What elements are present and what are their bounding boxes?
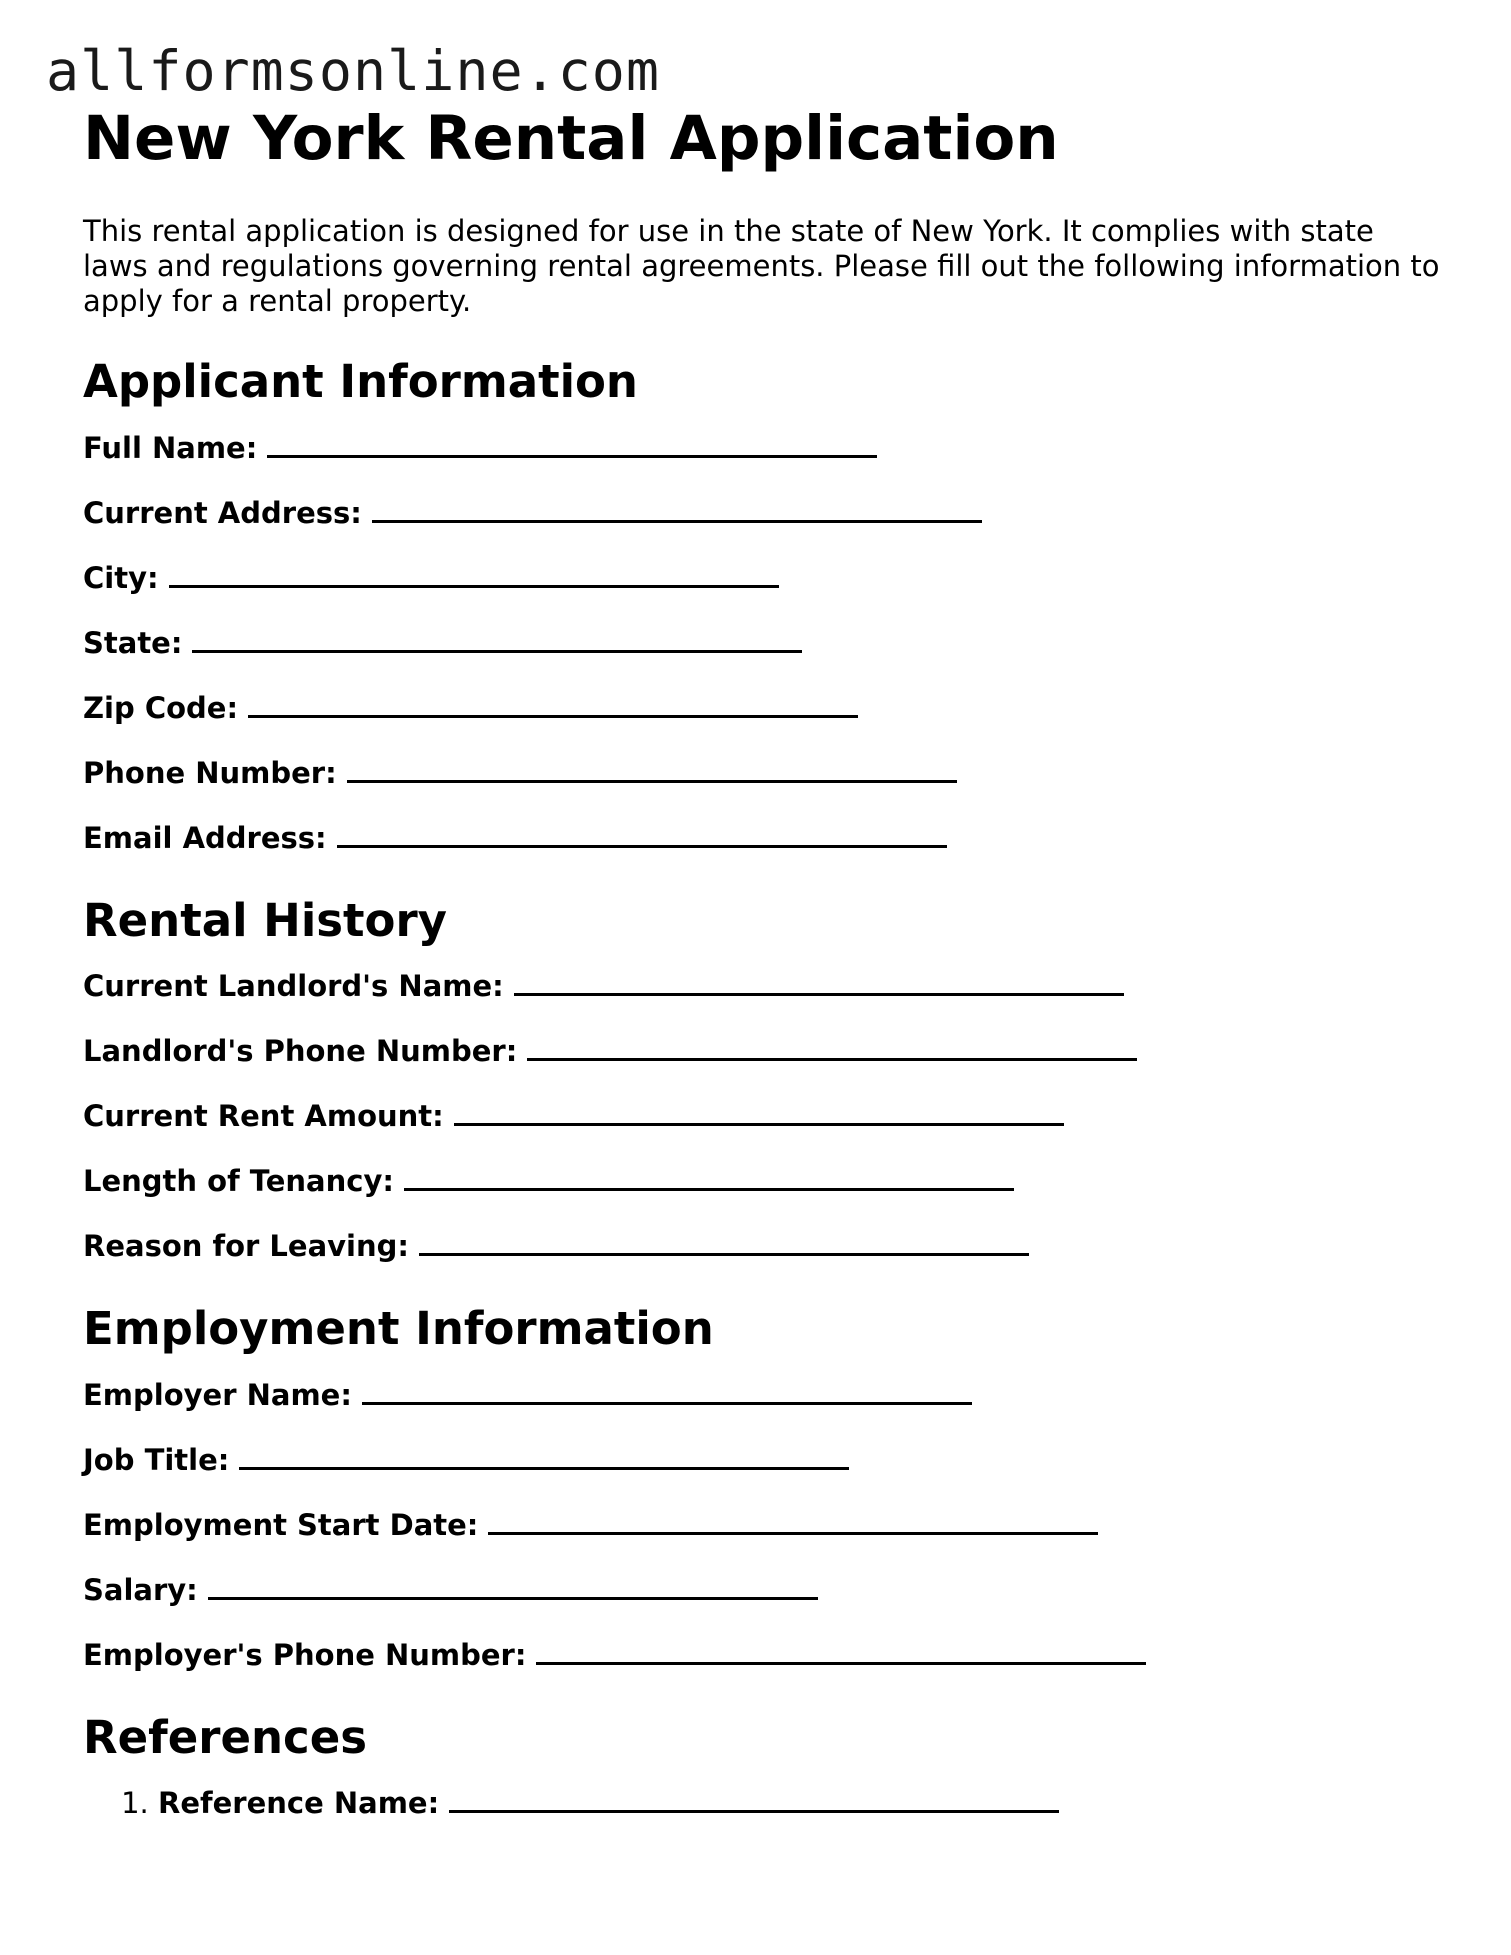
field-label: Length of Tenancy: bbox=[83, 1164, 394, 1199]
field-label: Job Title: bbox=[83, 1442, 230, 1477]
email-address-blank[interactable] bbox=[337, 821, 947, 848]
field-label: Landlord's Phone Number: bbox=[83, 1034, 518, 1069]
employment-start-blank[interactable] bbox=[488, 1508, 1098, 1535]
reference-name-blank[interactable] bbox=[449, 1786, 1059, 1813]
salary-blank[interactable] bbox=[208, 1573, 818, 1600]
section-heading-applicant: Applicant Information bbox=[83, 355, 638, 409]
current-rent-blank[interactable] bbox=[454, 1099, 1064, 1126]
field-landlord-phone bbox=[83, 1034, 1443, 1069]
current-address-blank[interactable] bbox=[372, 496, 982, 523]
section-heading-references: References bbox=[83, 1710, 367, 1764]
field-label: Email Address: bbox=[83, 820, 327, 855]
field-label: Current Rent Amount: bbox=[83, 1099, 444, 1134]
reason-leaving-blank[interactable] bbox=[419, 1229, 1029, 1256]
field-full-name bbox=[83, 431, 1443, 466]
field-current-rent bbox=[83, 1099, 1443, 1134]
applicant-section bbox=[83, 357, 1443, 856]
field-state bbox=[83, 626, 1443, 661]
field-label: Current Address: bbox=[83, 495, 362, 530]
references-section bbox=[83, 1710, 1443, 1822]
full-name-blank[interactable] bbox=[267, 431, 877, 458]
page-title: New York Rental Application bbox=[83, 103, 1059, 174]
field-label: Reference Name: bbox=[158, 1786, 440, 1821]
intro-paragraph: This rental application is designed for use in the state of New York. It complies with state laws and regulations governing rental agreements. Please fill out the following information to apply for a rental property. bbox=[83, 214, 1440, 319]
field-reason-leaving bbox=[83, 1229, 1443, 1264]
tenancy-length-blank[interactable] bbox=[404, 1164, 1014, 1191]
city-blank[interactable] bbox=[169, 561, 779, 588]
field-current-address bbox=[83, 496, 1443, 531]
section-heading-employment: Employment Information bbox=[83, 1302, 714, 1356]
field-label: Full Name: bbox=[83, 430, 258, 465]
field-label: Zip Code: bbox=[83, 690, 239, 725]
field-label: Phone Number: bbox=[83, 755, 337, 790]
rental-history-section bbox=[83, 893, 1443, 1265]
landlord-name-blank[interactable] bbox=[514, 969, 1124, 996]
phone-number-blank[interactable] bbox=[347, 756, 957, 783]
employer-phone-blank[interactable] bbox=[536, 1638, 1146, 1665]
section-heading-rental-history: Rental History bbox=[83, 893, 447, 947]
field-label: City: bbox=[83, 560, 159, 595]
employment-section bbox=[83, 1304, 1443, 1673]
job-title-blank[interactable] bbox=[239, 1443, 849, 1470]
landlord-phone-blank[interactable] bbox=[527, 1034, 1137, 1061]
field-employer-phone bbox=[83, 1638, 1443, 1673]
form-page bbox=[83, 105, 1443, 1851]
field-employer-name bbox=[83, 1378, 1443, 1413]
references-list bbox=[83, 1786, 1443, 1821]
state-blank[interactable] bbox=[192, 626, 802, 653]
field-employment-start bbox=[83, 1508, 1443, 1543]
watermark: allformsonline.com bbox=[46, 39, 661, 103]
field-reference-name bbox=[158, 1786, 1443, 1821]
field-label: Employment Start Date: bbox=[83, 1507, 479, 1542]
field-label: Salary: bbox=[83, 1572, 198, 1607]
field-label: State: bbox=[83, 625, 183, 660]
field-zip-code bbox=[83, 691, 1443, 726]
field-label: Employer's Phone Number: bbox=[83, 1637, 527, 1672]
field-job-title bbox=[83, 1443, 1443, 1478]
field-label: Current Landlord's Name: bbox=[83, 969, 504, 1004]
field-tenancy-length bbox=[83, 1164, 1443, 1199]
field-email-address bbox=[83, 821, 1443, 856]
field-salary bbox=[83, 1573, 1443, 1608]
field-label: Employer Name: bbox=[83, 1377, 352, 1412]
zip-code-blank[interactable] bbox=[248, 691, 858, 718]
field-phone-number bbox=[83, 756, 1443, 791]
field-landlord-name bbox=[83, 969, 1443, 1004]
field-label: Reason for Leaving: bbox=[83, 1229, 409, 1264]
employer-name-blank[interactable] bbox=[362, 1378, 972, 1405]
field-city bbox=[83, 561, 1443, 596]
